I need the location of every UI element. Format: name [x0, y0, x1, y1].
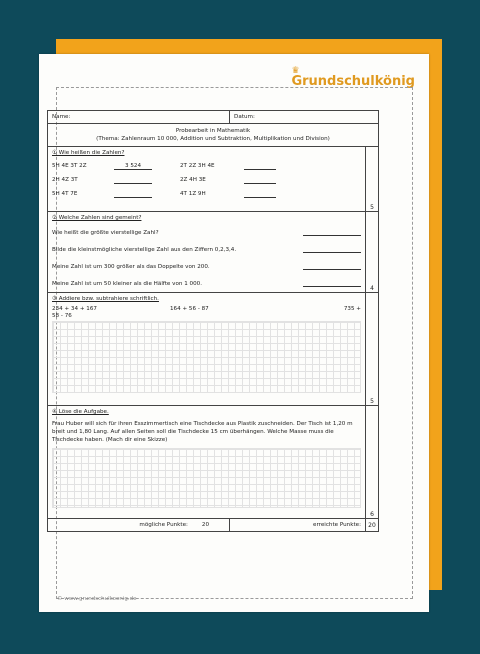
task1-item: [48, 187, 365, 201]
answer-line[interactable]: [114, 191, 152, 198]
task1-right-2: 2Z 4H 3E: [180, 177, 206, 183]
answer-line[interactable]: [303, 280, 361, 287]
task3-expr-4: 58 - 76: [52, 313, 72, 319]
answer-line[interactable]: [244, 163, 276, 170]
task2-item: [48, 241, 365, 258]
possible-points-cell: [48, 519, 230, 532]
date-label: Datum:: [234, 114, 255, 120]
worksheet-table: [47, 110, 379, 532]
task2-text-3: Meine Zahl ist um 300 größer als das Doppelte von 200.: [52, 263, 210, 270]
task4-cell: [48, 406, 366, 519]
task3-expr-3: 735 +: [343, 306, 361, 312]
date-cell[interactable]: [230, 111, 379, 124]
header-row: [48, 111, 379, 124]
task3-points: 5: [366, 293, 379, 406]
task1-right-3: 4T 1Z 9H: [180, 191, 206, 197]
answer-line[interactable]: [303, 229, 361, 236]
answer-line[interactable]: [114, 177, 152, 184]
task1-title: ① Wie heißen die Zahlen?: [52, 150, 125, 156]
points-footer-row: [48, 519, 379, 532]
task1-points: 5: [366, 147, 379, 212]
task1-item: [48, 159, 365, 173]
title-line-1: Probearbeit in Mathematik: [175, 128, 251, 134]
task2-item: [48, 224, 365, 241]
name-cell[interactable]: [48, 111, 230, 124]
achieved-points-label: erreichte Punkte:: [313, 522, 361, 528]
task3-cell: [48, 293, 366, 406]
task2-title: ② Welche Zahlen sind gemeint?: [52, 215, 142, 221]
task1-left-1: 5H 4E 3T 2Z: [52, 163, 87, 169]
answer-line[interactable]: [244, 177, 276, 184]
task1-answer-1[interactable]: 3 524: [114, 163, 152, 170]
crown-icon: ♛: [291, 66, 300, 76]
task4-row: [48, 406, 379, 519]
title-cell: [48, 124, 379, 147]
footer-url: © www.grundschulkoenig.de: [57, 596, 137, 602]
calculation-grid[interactable]: [52, 321, 361, 393]
task3-row: [48, 293, 379, 406]
achieved-points-cell: [230, 519, 366, 532]
task2-item: [48, 275, 365, 292]
answer-line[interactable]: [303, 246, 361, 253]
task2-cell: [48, 212, 366, 293]
task3-expr-2: 164 + 56 - 87: [170, 306, 209, 312]
task3-title: ③ Addiere bzw. subtrahiere schriftlich.: [52, 296, 159, 302]
answer-line[interactable]: [303, 263, 361, 270]
brand-logo-text: Grundschulkönig: [291, 74, 415, 89]
task1-item: [48, 173, 365, 187]
task1-left-2: 2H 4Z 3T: [52, 177, 78, 183]
task2-text-4: Meine Zahl ist um 50 kleiner als die Hälfte von 1 000.: [52, 280, 203, 287]
task1-cell: [48, 147, 366, 212]
name-label: Name:: [52, 114, 71, 120]
total-points: 20: [366, 519, 379, 532]
task4-points: 6: [366, 406, 379, 519]
task3-expressions: [48, 305, 365, 313]
possible-points-value: 20: [201, 522, 210, 528]
possible-points-label: mögliche Punkte:: [139, 522, 188, 528]
sketch-grid[interactable]: [52, 448, 361, 508]
task1-left-3: 5H 4T 7E: [52, 191, 78, 197]
task2-text-1: Wie heißt die größte vierstellige Zahl?: [52, 229, 159, 236]
task4-title: ④ Löse die Aufgabe.: [52, 409, 109, 415]
task1-row: [48, 147, 379, 212]
task4-text: Frau Huber will sich für ihren Esszimmertisch eine Tischdecke aus Plastik zuschneiden. Der Tisch ist 1,20 m breit und 1,80 Lang. Auf allen Seiten soll die Tischdecke 15 cm überhängen. Welche Masse muss die Tischdecke haben. (Mach dir eine Skizze): [52, 421, 353, 443]
task2-text-2: Bilde die kleinstmögliche vierstellige Zahl aus den Ziffern 0,2,3,4.: [52, 246, 237, 253]
title-row: [48, 124, 379, 147]
task2-item: [48, 258, 365, 275]
task1-right-1: 2T 2Z 3H 4E: [180, 163, 215, 169]
task2-row: [48, 212, 379, 293]
title-line-2: (Thema: Zahlenraum 10 000, Addition und Subtraktion, Multiplikation und Division): [96, 136, 330, 142]
task2-points: 4: [366, 212, 379, 293]
answer-line[interactable]: [244, 191, 276, 198]
task3-expr-1: 234 + 34 + 167: [52, 306, 97, 312]
